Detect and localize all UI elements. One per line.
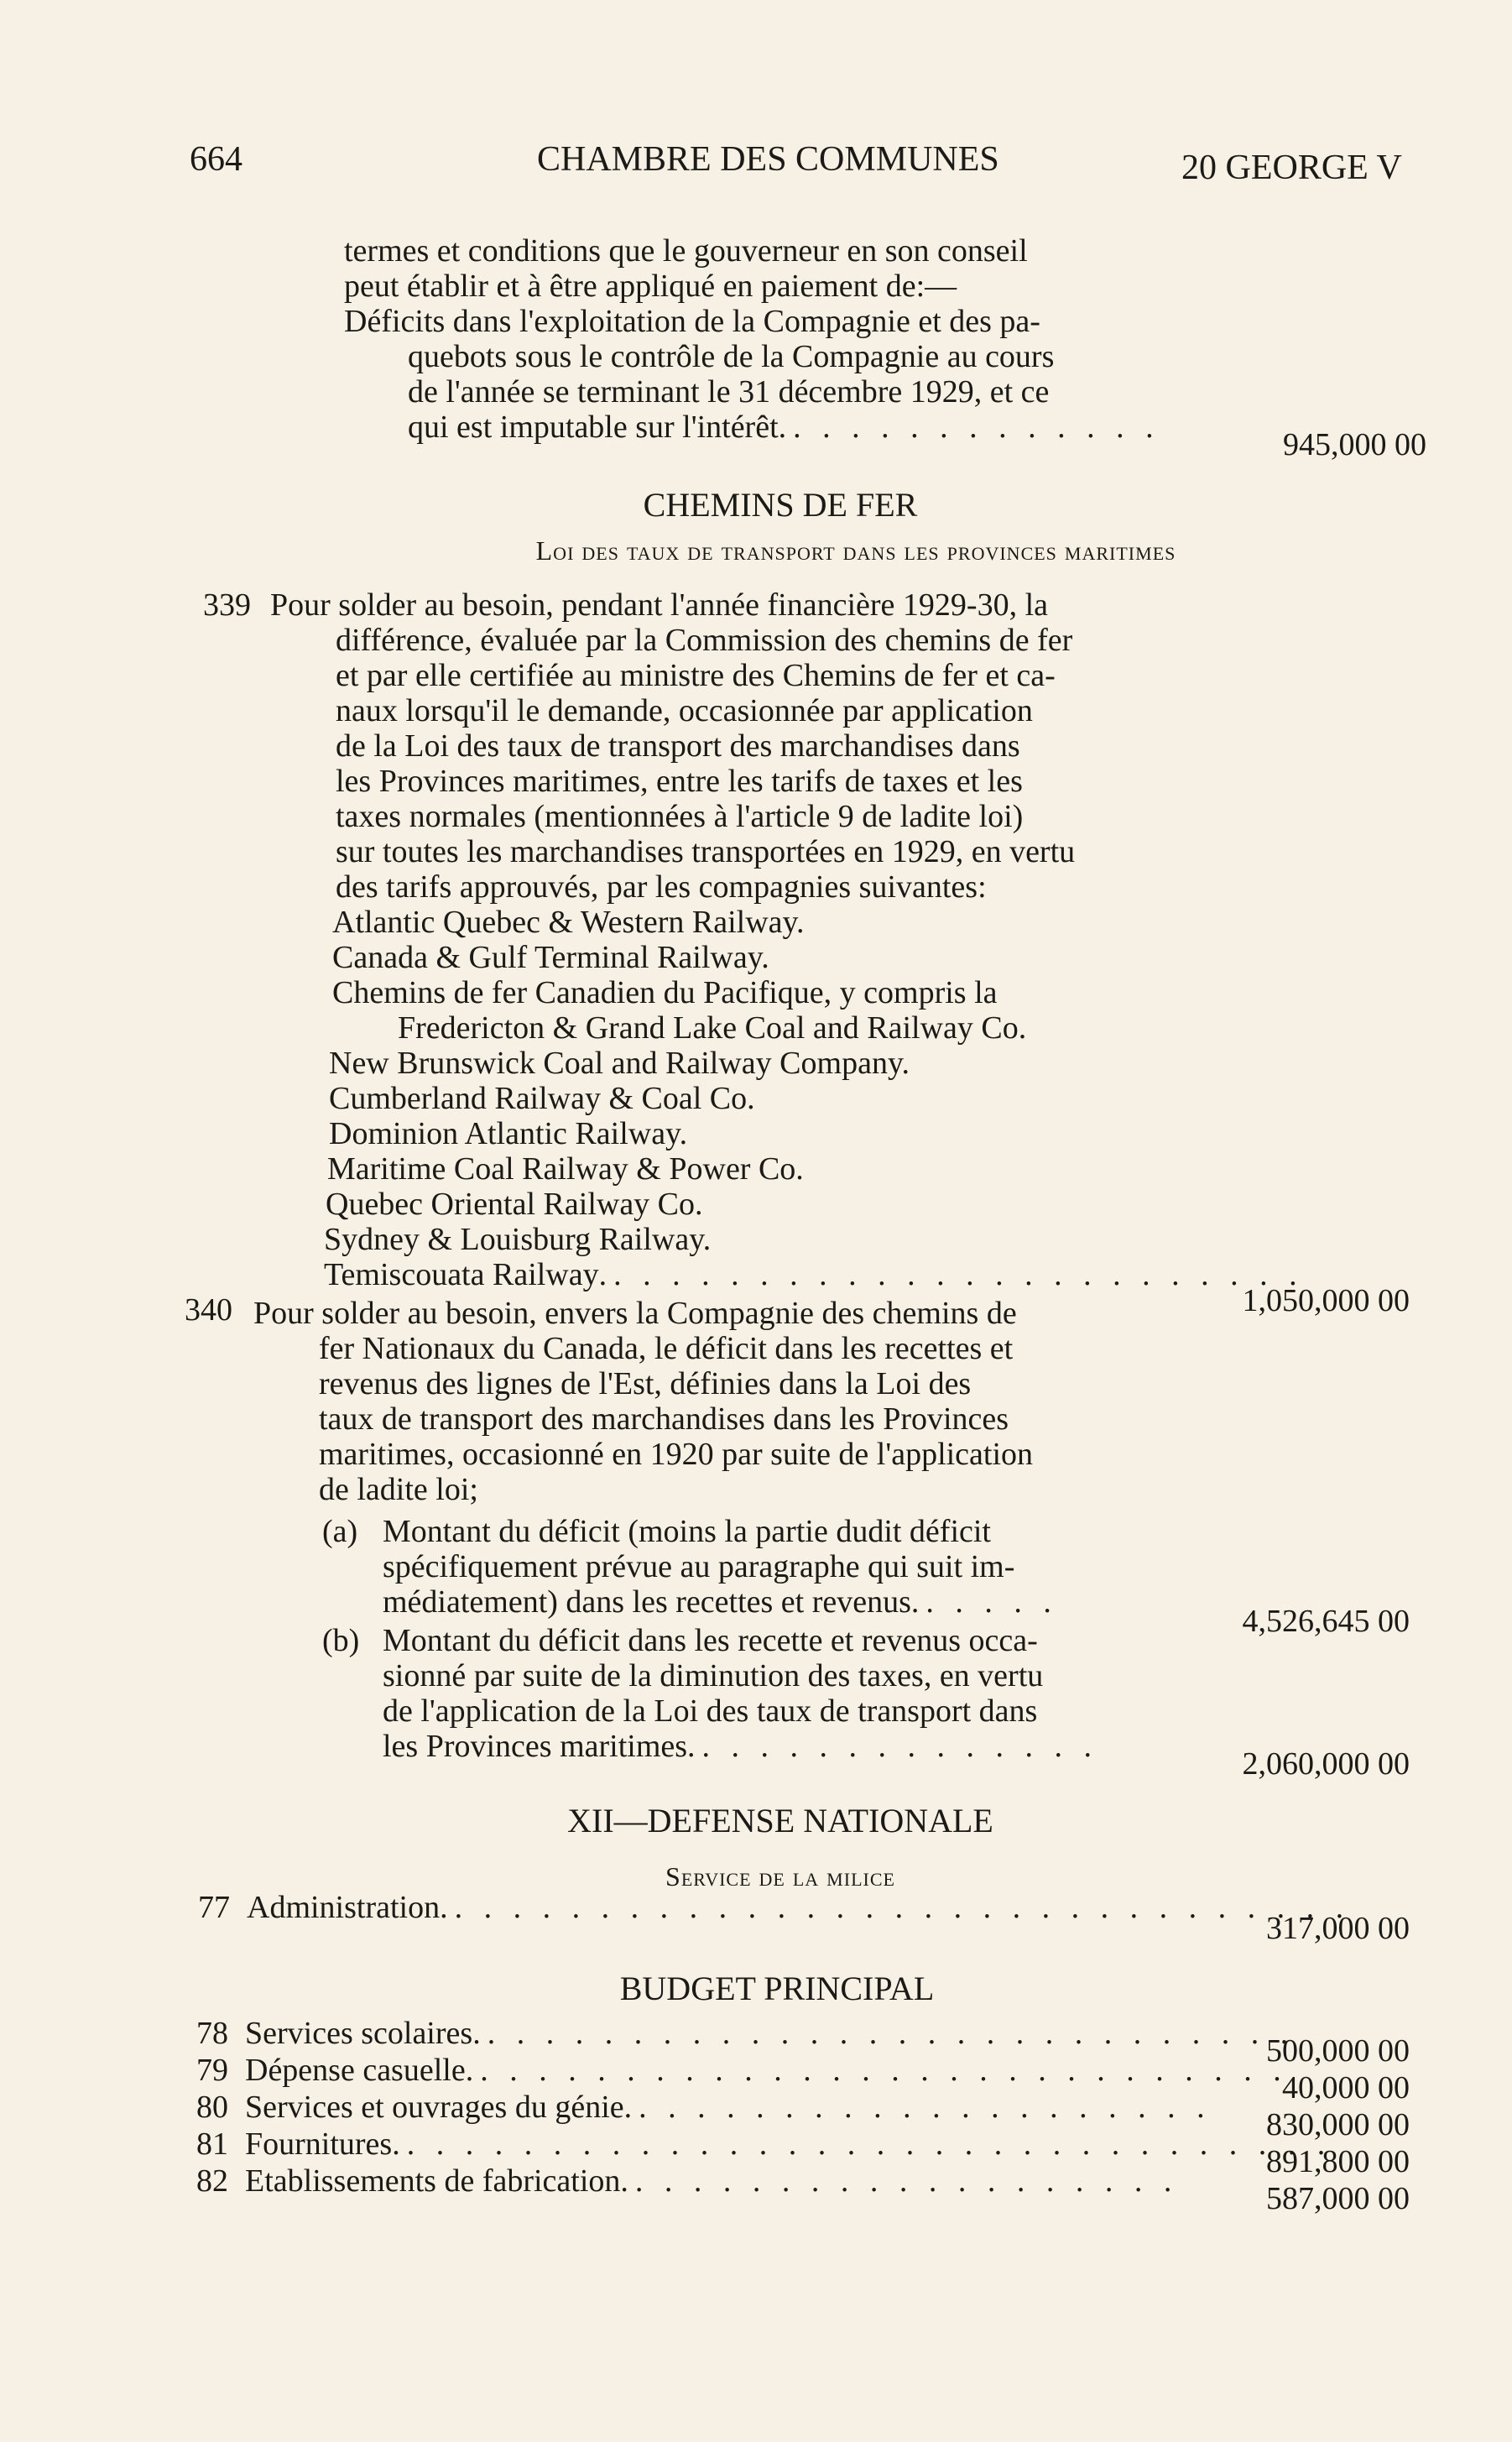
budget-item-label: Services et ouvrages du génie.. . . . . . . . . . . . . . . . . . . . (245, 2090, 1212, 2125)
sub-item-b-line: les Provinces maritimes.. . . . . . . . . . . . . . (383, 1729, 1099, 1764)
item-number: 81 (196, 2126, 228, 2162)
sub-item-b-line: Montant du déficit dans les recette et revenus occa- (383, 1623, 1038, 1658)
item-339-line: sur toutes les marchandises transportées en 1929, en vertu (336, 834, 1076, 869)
budget-item-amount: 830,000 00 (1266, 2107, 1410, 2142)
sub-item-a-amount: 4,526,645 00 (1242, 1604, 1410, 1639)
item-340-line: Pour solder au besoin, envers la Compagnie des chemins de (253, 1296, 1017, 1331)
railway-company: Quebec Oriental Railway Co. (326, 1187, 703, 1222)
item-number: 82 (196, 2163, 228, 2199)
intro-line: termes et conditions que le gouverneur en son conseil (344, 233, 1028, 269)
item-339-line: de la Loi des taux de transport des marchandises dans (336, 728, 1020, 764)
intro-line: quebots sous le contrôle de la Compagnie au cours (408, 339, 1055, 374)
section-title-railways: CHEMINS DE FER (643, 486, 918, 524)
item-340-line: de ladite loi; (319, 1472, 478, 1507)
intro-line: peut établir et à être appliqué en paiement de:— (344, 269, 957, 304)
item-339-line: différence, évaluée par la Commission des chemins de fer (336, 623, 1073, 658)
railway-company: Cumberland Railway & Coal Co. (329, 1081, 755, 1116)
railway-company: Maritime Coal Railway & Power Co. (327, 1151, 804, 1187)
item-340-line: maritimes, occasionné en 1920 par suite de l'application (319, 1437, 1034, 1472)
intro-line: qui est imputable sur l'intérêt.. . . . . . . . . . . . . (408, 410, 1160, 445)
railway-company: Canada & Gulf Terminal Railway. (332, 940, 769, 975)
item-340-line: taux de transport des marchandises dans les Provinces (319, 1401, 1009, 1437)
sub-item-a-line: médiatement) dans les recettes et revenus.. . . . . (383, 1584, 1058, 1620)
item-339-line: les Provinces maritimes, entre les tarifs de taxes et les (336, 764, 1023, 799)
intro-line: Déficits dans l'exploitation de la Compagnie et des pa- (344, 304, 1040, 339)
item-339-line: Pour solder au besoin, pendant l'année financière 1929-30, la (270, 587, 1048, 623)
budget-item-label: Services scolaires.. . . . . . . . . . . . . . . . . . . . . . . . . . . . (245, 2016, 1296, 2051)
section-title-defense: XII—DEFENSE NATIONALE (567, 1802, 993, 1839)
item-339-amount: 1,050,000 00 (1242, 1283, 1410, 1318)
item-77-label: Administration.. . . . . . . . . . . . . . . . . . . . . . . . . . . . . . . (247, 1890, 1351, 1925)
item-339-line: taxes normales (mentionnées à l'article 9 de ladite loi) (336, 799, 1024, 834)
section-subtitle-railways: Loi des taux de transport dans les provinces maritimes (535, 535, 1176, 566)
item-340-line: fer Nationaux du Canada, le déficit dans les recettes et (319, 1331, 1014, 1366)
railway-company: Dominion Atlantic Railway. (329, 1116, 688, 1151)
item-77-amount: 317,000 00 (1266, 1911, 1410, 1946)
item-number: 77 (198, 1890, 230, 1925)
page-number: 664 (190, 140, 242, 179)
sub-item-label: (a) (322, 1514, 358, 1549)
sub-item-b-line: sionné par suite de la diminution des taxes, en vertu (383, 1658, 1044, 1693)
sub-item-label: (b) (322, 1623, 360, 1658)
budget-item-label: Fournitures.. . . . . . . . . . . . . . . . . . . . . . . . . . . . . . . . (245, 2126, 1332, 2162)
budget-item-amount: 891,800 00 (1266, 2144, 1410, 2179)
sub-item-a-line: Montant du déficit (moins la partie dudit déficit (383, 1514, 991, 1549)
item-339-line: et par elle certifiée au ministre des Chemins de fer et ca- (336, 658, 1056, 693)
item-339-line: naux lorsqu'il le demande, occasionnée par application (336, 693, 1033, 728)
budget-item-amount: 40,000 00 (1282, 2070, 1410, 2105)
item-number: 340 (185, 1292, 232, 1328)
section-title-budget: BUDGET PRINCIPAL (619, 1970, 935, 2007)
item-number: 78 (196, 2016, 228, 2051)
railway-company: New Brunswick Coal and Railway Company. (329, 1046, 910, 1081)
item-number: 80 (196, 2090, 228, 2125)
item-339-line: des tarifs approuvés, par les compagnies suivantes: (336, 869, 987, 905)
item-number: 339 (203, 587, 251, 623)
budget-item-label: Dépense casuelle.. . . . . . . . . . . . . . . . . . . . . . . . . . . . (245, 2053, 1288, 2088)
budget-item-label: Etablissements de fabrication.. . . . . . . . . . . . . . . . . . . (245, 2163, 1179, 2199)
intro-amount: 945,000 00 (1283, 427, 1426, 462)
item-340-line: revenus des lignes de l'Est, définies dans la Loi des (319, 1366, 972, 1401)
railway-company: Temiscouata Railway.. . . . . . . . . . . . . . . . . . . . . . . . (324, 1257, 1304, 1292)
sub-item-a-line: spécifiquement prévue au paragraphe qui suit im- (383, 1549, 1015, 1584)
session-label: 20 GEORGE V (1181, 149, 1402, 187)
budget-item-amount: 587,000 00 (1266, 2181, 1410, 2216)
railway-company: Atlantic Quebec & Western Railway. (332, 905, 805, 940)
budget-item-amount: 500,000 00 (1266, 2033, 1410, 2069)
intro-line: de l'année se terminant le 31 décembre 1929, et ce (408, 374, 1050, 410)
sub-item-b-amount: 2,060,000 00 (1242, 1746, 1410, 1782)
railway-company: Chemins de fer Canadien du Pacifique, y compris la (332, 975, 998, 1010)
railway-company: Fredericton & Grand Lake Coal and Railway Co. (398, 1010, 1027, 1046)
railway-company: Sydney & Louisburg Railway. (324, 1222, 712, 1257)
item-number: 79 (196, 2053, 228, 2088)
sub-item-b-line: de l'application de la Loi des taux de transport dans (383, 1693, 1038, 1729)
page-title: CHAMBRE DES COMMUNES (537, 140, 999, 179)
section-subtitle-defense: Service de la milice (665, 1861, 895, 1892)
